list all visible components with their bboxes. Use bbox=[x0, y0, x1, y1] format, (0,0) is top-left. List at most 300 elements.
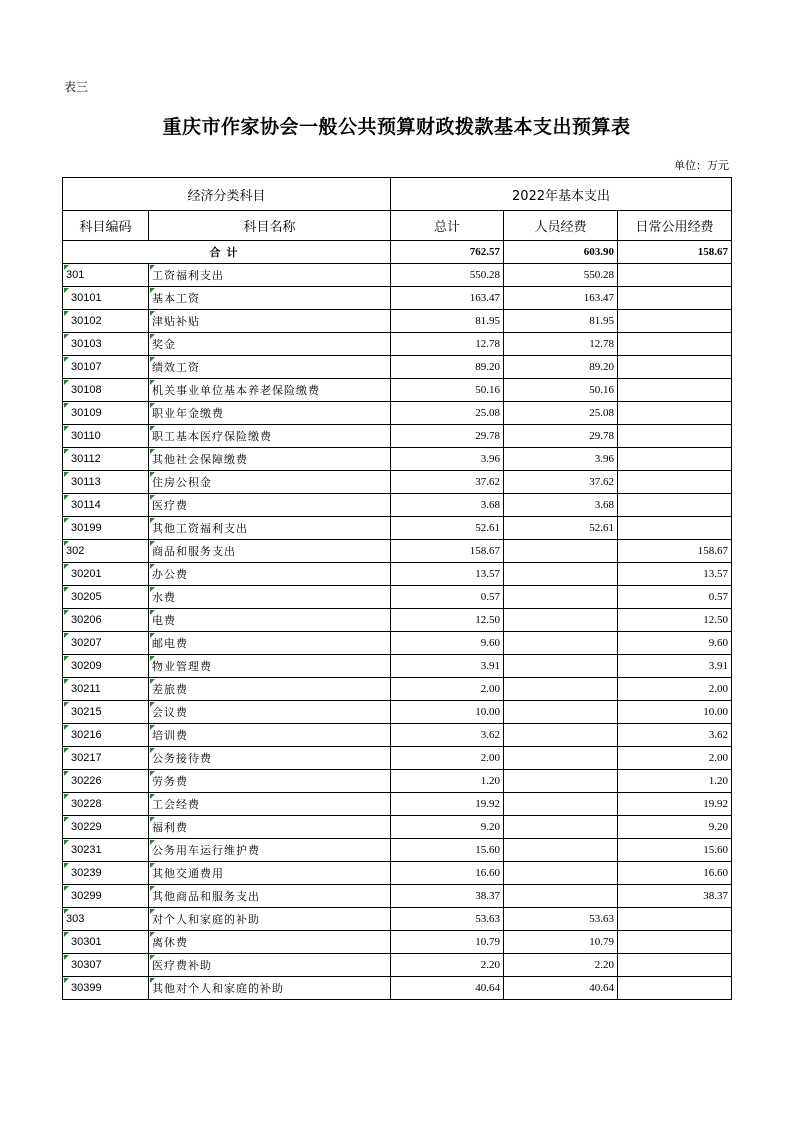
cell-indicator-icon bbox=[150, 541, 155, 546]
row-personnel bbox=[504, 632, 618, 655]
row-total bbox=[391, 425, 504, 448]
table-row bbox=[63, 517, 732, 540]
cell-indicator-icon bbox=[64, 495, 69, 500]
row-code-text: 30299 bbox=[71, 890, 102, 902]
row-code-text: 30114 bbox=[71, 499, 101, 511]
row-public bbox=[618, 471, 732, 494]
row-name bbox=[149, 793, 391, 816]
row-public bbox=[618, 356, 732, 379]
row-public bbox=[618, 701, 732, 724]
row-public bbox=[618, 402, 732, 425]
row-code-text: 30207 bbox=[71, 637, 102, 649]
row-personnel-text: 25.08 bbox=[589, 407, 615, 419]
row-total bbox=[391, 402, 504, 425]
cell-indicator-icon bbox=[150, 334, 155, 339]
cell-indicator-icon bbox=[150, 564, 155, 569]
table-row bbox=[63, 885, 732, 908]
row-name-text: 职业年金缴费 bbox=[152, 407, 224, 420]
row-total-text: 158.67 bbox=[469, 545, 501, 557]
row-code bbox=[63, 471, 149, 494]
cell-indicator-icon bbox=[150, 656, 155, 661]
row-total bbox=[391, 287, 504, 310]
row-personnel-text: 10.79 bbox=[589, 936, 615, 948]
row-total bbox=[391, 586, 504, 609]
row-name bbox=[149, 356, 391, 379]
table-row bbox=[63, 747, 732, 770]
row-public-text: 158.67 bbox=[697, 545, 729, 557]
row-total bbox=[391, 264, 504, 287]
cell-indicator-icon bbox=[150, 587, 155, 592]
row-code bbox=[63, 609, 149, 632]
row-code-text: 30239 bbox=[71, 867, 102, 879]
column-header-code: 科目编码 bbox=[63, 211, 149, 241]
row-total-text: 550.28 bbox=[469, 269, 501, 281]
row-name bbox=[149, 977, 391, 1000]
cell-indicator-icon bbox=[150, 771, 155, 776]
row-total-text: 3.91 bbox=[480, 660, 501, 672]
row-total-text: 50.16 bbox=[475, 384, 501, 396]
row-total bbox=[391, 862, 504, 885]
row-code bbox=[63, 793, 149, 816]
row-name-text: 离休费 bbox=[152, 936, 188, 949]
table-number-tag: 表三 bbox=[64, 80, 89, 94]
row-personnel-text: 29.78 bbox=[589, 430, 615, 442]
row-public bbox=[618, 632, 732, 655]
row-code bbox=[63, 724, 149, 747]
cell-indicator-icon bbox=[64, 541, 69, 546]
cell-indicator-icon bbox=[64, 794, 69, 799]
cell-indicator-icon bbox=[150, 725, 155, 730]
row-total bbox=[391, 655, 504, 678]
row-total-text: 89.20 bbox=[475, 361, 501, 373]
row-personnel-text: 52.61 bbox=[589, 522, 615, 534]
row-code bbox=[63, 494, 149, 517]
row-total-text: 9.60 bbox=[480, 637, 501, 649]
row-total bbox=[391, 540, 504, 563]
row-name bbox=[149, 264, 391, 287]
row-personnel bbox=[504, 586, 618, 609]
total-row bbox=[63, 241, 732, 264]
row-personnel bbox=[504, 333, 618, 356]
cell-indicator-icon bbox=[150, 403, 155, 408]
row-total bbox=[391, 678, 504, 701]
row-public bbox=[618, 862, 732, 885]
table-row bbox=[63, 954, 732, 977]
row-name-text: 劳务费 bbox=[152, 775, 188, 788]
row-total bbox=[391, 839, 504, 862]
row-personnel-text: 550.28 bbox=[583, 269, 615, 281]
row-code-text: 301 bbox=[66, 269, 85, 281]
row-personnel bbox=[504, 931, 618, 954]
row-total-text: 1.20 bbox=[480, 775, 501, 787]
row-code bbox=[63, 770, 149, 793]
row-personnel bbox=[504, 701, 618, 724]
row-name bbox=[149, 839, 391, 862]
row-code bbox=[63, 310, 149, 333]
row-total-text: 12.78 bbox=[475, 338, 501, 350]
row-total-text: 3.62 bbox=[480, 729, 501, 741]
row-name-text: 工资福利支出 bbox=[152, 269, 224, 282]
budget-table bbox=[62, 177, 732, 1000]
row-total bbox=[391, 793, 504, 816]
row-total-text: 2.00 bbox=[480, 752, 501, 764]
row-public bbox=[618, 264, 732, 287]
row-name bbox=[149, 425, 391, 448]
cell-indicator-icon bbox=[64, 932, 69, 937]
row-code-text: 30110 bbox=[71, 430, 101, 442]
row-name bbox=[149, 862, 391, 885]
row-personnel bbox=[504, 770, 618, 793]
cell-indicator-icon bbox=[150, 495, 155, 500]
row-public-text: 38.37 bbox=[703, 890, 729, 902]
row-code-text: 30199 bbox=[71, 522, 102, 534]
row-total bbox=[391, 954, 504, 977]
row-code bbox=[63, 425, 149, 448]
cell-indicator-icon bbox=[64, 610, 69, 615]
row-name-text: 邮电费 bbox=[152, 637, 188, 650]
table-row bbox=[63, 816, 732, 839]
row-public-text: 9.60 bbox=[708, 637, 729, 649]
row-name-text: 基本工资 bbox=[152, 292, 200, 305]
table-row bbox=[63, 402, 732, 425]
header-economic-classification: 经济分类科目 bbox=[63, 178, 391, 211]
column-header-name: 科目名称 bbox=[149, 211, 391, 241]
row-name bbox=[149, 816, 391, 839]
row-code bbox=[63, 908, 149, 931]
cell-indicator-icon bbox=[64, 380, 69, 385]
column-header-public: 日常公用经费 bbox=[618, 211, 732, 241]
cell-indicator-icon bbox=[64, 518, 69, 523]
row-total bbox=[391, 494, 504, 517]
row-name-text: 医疗费补助 bbox=[152, 959, 212, 972]
row-total bbox=[391, 609, 504, 632]
cell-indicator-icon bbox=[64, 771, 69, 776]
row-code bbox=[63, 333, 149, 356]
table-row bbox=[63, 356, 732, 379]
cell-indicator-icon bbox=[64, 426, 69, 431]
row-code-text: 30228 bbox=[71, 798, 102, 810]
row-public bbox=[618, 908, 732, 931]
cell-indicator-icon bbox=[64, 886, 69, 891]
cell-indicator-icon bbox=[64, 357, 69, 362]
cell-indicator-icon bbox=[64, 909, 69, 914]
row-code-text: 30205 bbox=[71, 591, 102, 603]
cell-indicator-icon bbox=[150, 679, 155, 684]
table-row bbox=[63, 931, 732, 954]
row-code bbox=[63, 701, 149, 724]
row-code bbox=[63, 379, 149, 402]
cell-indicator-icon bbox=[150, 288, 155, 293]
row-code-text: 30217 bbox=[71, 752, 102, 764]
table-row bbox=[63, 839, 732, 862]
row-name bbox=[149, 908, 391, 931]
cell-indicator-icon bbox=[150, 380, 155, 385]
row-public bbox=[618, 816, 732, 839]
row-code-text: 30307 bbox=[71, 959, 102, 971]
row-personnel bbox=[504, 609, 618, 632]
row-code-text: 30209 bbox=[71, 660, 102, 672]
row-code-text: 302 bbox=[66, 545, 85, 557]
row-code bbox=[63, 931, 149, 954]
row-name-text: 津贴补贴 bbox=[152, 315, 200, 328]
cell-indicator-icon bbox=[150, 817, 155, 822]
row-public bbox=[618, 793, 732, 816]
row-personnel bbox=[504, 885, 618, 908]
row-name-text: 机关事业单位基本养老保险缴费 bbox=[152, 384, 320, 397]
row-total bbox=[391, 333, 504, 356]
cell-indicator-icon bbox=[64, 725, 69, 730]
total-sum: 762.57 bbox=[391, 241, 504, 264]
row-public-text: 10.00 bbox=[703, 706, 729, 718]
row-name bbox=[149, 678, 391, 701]
cell-indicator-icon bbox=[150, 633, 155, 638]
table-row bbox=[63, 264, 732, 287]
row-name bbox=[149, 632, 391, 655]
row-code bbox=[63, 448, 149, 471]
row-public bbox=[618, 724, 732, 747]
row-total bbox=[391, 724, 504, 747]
cell-indicator-icon bbox=[64, 265, 69, 270]
table-row bbox=[63, 632, 732, 655]
row-code-text: 30107 bbox=[71, 361, 102, 373]
header-row-columns bbox=[63, 211, 732, 241]
cell-indicator-icon bbox=[150, 610, 155, 615]
table-row bbox=[63, 287, 732, 310]
row-public bbox=[618, 931, 732, 954]
row-public bbox=[618, 885, 732, 908]
row-code bbox=[63, 632, 149, 655]
row-total-text: 16.60 bbox=[475, 867, 501, 879]
row-personnel bbox=[504, 908, 618, 931]
row-public bbox=[618, 379, 732, 402]
row-public bbox=[618, 655, 732, 678]
row-code-text: 30103 bbox=[71, 338, 102, 350]
row-code-text: 30109 bbox=[71, 407, 102, 419]
cell-indicator-icon bbox=[64, 403, 69, 408]
row-personnel bbox=[504, 379, 618, 402]
row-personnel-text: 3.68 bbox=[594, 499, 615, 511]
row-name bbox=[149, 931, 391, 954]
row-name-text: 公务接待费 bbox=[152, 752, 212, 765]
table-row bbox=[63, 425, 732, 448]
table-row bbox=[63, 333, 732, 356]
row-code bbox=[63, 977, 149, 1000]
row-name bbox=[149, 701, 391, 724]
row-name bbox=[149, 379, 391, 402]
row-code-text: 30231 bbox=[71, 844, 102, 856]
row-name bbox=[149, 770, 391, 793]
row-name bbox=[149, 402, 391, 425]
table-row bbox=[63, 471, 732, 494]
row-total-text: 3.68 bbox=[480, 499, 501, 511]
row-code bbox=[63, 954, 149, 977]
row-code bbox=[63, 287, 149, 310]
row-name bbox=[149, 517, 391, 540]
row-name bbox=[149, 586, 391, 609]
row-name-text: 职工基本医疗保险缴费 bbox=[152, 430, 272, 443]
row-name bbox=[149, 609, 391, 632]
row-total-text: 37.62 bbox=[475, 476, 501, 488]
cell-indicator-icon bbox=[150, 840, 155, 845]
row-total-text: 9.20 bbox=[480, 821, 501, 833]
cell-indicator-icon bbox=[150, 518, 155, 523]
row-total bbox=[391, 701, 504, 724]
cell-indicator-icon bbox=[150, 426, 155, 431]
row-name bbox=[149, 310, 391, 333]
row-name bbox=[149, 494, 391, 517]
table-row bbox=[63, 862, 732, 885]
cell-indicator-icon bbox=[150, 357, 155, 362]
row-code bbox=[63, 885, 149, 908]
cell-indicator-icon bbox=[150, 311, 155, 316]
cell-indicator-icon bbox=[150, 932, 155, 937]
row-code-text: 30399 bbox=[71, 982, 102, 994]
row-public-text: 15.60 bbox=[703, 844, 729, 856]
row-personnel-text: 3.96 bbox=[594, 453, 615, 465]
cell-indicator-icon bbox=[64, 334, 69, 339]
row-total bbox=[391, 310, 504, 333]
row-name-text: 其他工资福利支出 bbox=[152, 522, 248, 535]
row-total-text: 19.92 bbox=[475, 798, 501, 810]
row-total bbox=[391, 977, 504, 1000]
cell-indicator-icon bbox=[64, 288, 69, 293]
row-public bbox=[618, 678, 732, 701]
cell-indicator-icon bbox=[150, 265, 155, 270]
cell-indicator-icon bbox=[150, 472, 155, 477]
row-public-text: 2.00 bbox=[708, 752, 729, 764]
row-personnel bbox=[504, 793, 618, 816]
row-code-text: 30112 bbox=[71, 453, 101, 465]
row-name bbox=[149, 655, 391, 678]
row-name bbox=[149, 471, 391, 494]
row-public bbox=[618, 839, 732, 862]
table-row bbox=[63, 586, 732, 609]
row-total-text: 163.47 bbox=[469, 292, 501, 304]
row-public bbox=[618, 540, 732, 563]
row-public-text: 16.60 bbox=[703, 867, 729, 879]
unit-label: 单位：万元 bbox=[674, 159, 729, 172]
row-name-text: 公务用车运行维护费 bbox=[152, 844, 260, 857]
cell-indicator-icon bbox=[64, 748, 69, 753]
row-personnel bbox=[504, 977, 618, 1000]
cell-indicator-icon bbox=[64, 702, 69, 707]
row-name bbox=[149, 287, 391, 310]
row-code-text: 303 bbox=[66, 913, 85, 925]
row-total bbox=[391, 517, 504, 540]
cell-indicator-icon bbox=[64, 656, 69, 661]
row-personnel bbox=[504, 356, 618, 379]
row-code bbox=[63, 264, 149, 287]
row-name-text: 会议费 bbox=[152, 706, 188, 719]
row-code bbox=[63, 862, 149, 885]
table-row bbox=[63, 793, 732, 816]
row-total bbox=[391, 379, 504, 402]
row-code-text: 30301 bbox=[71, 936, 102, 948]
row-public-text: 13.57 bbox=[703, 568, 729, 580]
total-label: 合计 bbox=[63, 241, 391, 264]
table-row bbox=[63, 678, 732, 701]
table-row bbox=[63, 977, 732, 1000]
row-personnel bbox=[504, 448, 618, 471]
row-public bbox=[618, 586, 732, 609]
row-personnel-text: 89.20 bbox=[589, 361, 615, 373]
cell-indicator-icon bbox=[150, 955, 155, 960]
row-name bbox=[149, 540, 391, 563]
row-code-text: 30206 bbox=[71, 614, 102, 626]
row-public bbox=[618, 563, 732, 586]
cell-indicator-icon bbox=[64, 978, 69, 983]
row-total bbox=[391, 908, 504, 931]
row-name-text: 奖金 bbox=[152, 338, 176, 351]
row-personnel-text: 53.63 bbox=[589, 913, 615, 925]
row-personnel-text: 40.64 bbox=[589, 982, 615, 994]
row-personnel bbox=[504, 724, 618, 747]
row-personnel-text: 2.20 bbox=[594, 959, 615, 971]
table-row bbox=[63, 609, 732, 632]
row-public bbox=[618, 609, 732, 632]
row-code-text: 30211 bbox=[71, 683, 101, 695]
row-public bbox=[618, 517, 732, 540]
row-code-text: 30216 bbox=[71, 729, 102, 741]
row-personnel bbox=[504, 471, 618, 494]
row-name bbox=[149, 954, 391, 977]
column-header-total: 总计 bbox=[391, 211, 504, 241]
row-name-text: 差旅费 bbox=[152, 683, 188, 696]
page-title: 重庆市作家协会一般公共预算财政拨款基本支出预算表 bbox=[162, 116, 631, 138]
table-row bbox=[63, 494, 732, 517]
row-name bbox=[149, 448, 391, 471]
row-name-text: 其他商品和服务支出 bbox=[152, 890, 260, 903]
row-personnel bbox=[504, 747, 618, 770]
table-row bbox=[63, 724, 732, 747]
row-name-text: 培训费 bbox=[152, 729, 188, 742]
row-code bbox=[63, 540, 149, 563]
row-public bbox=[618, 425, 732, 448]
cell-indicator-icon bbox=[150, 794, 155, 799]
table-row bbox=[63, 701, 732, 724]
row-personnel bbox=[504, 816, 618, 839]
row-name-text: 对个人和家庭的补助 bbox=[152, 913, 260, 926]
row-personnel bbox=[504, 540, 618, 563]
row-personnel bbox=[504, 678, 618, 701]
row-total bbox=[391, 885, 504, 908]
row-total bbox=[391, 448, 504, 471]
row-code-text: 30101 bbox=[71, 292, 102, 304]
total-personnel: 603.90 bbox=[504, 241, 618, 264]
row-public-text: 1.20 bbox=[708, 775, 729, 787]
row-name-text: 商品和服务支出 bbox=[152, 545, 236, 558]
row-public-text: 9.20 bbox=[708, 821, 729, 833]
cell-indicator-icon bbox=[150, 886, 155, 891]
row-code-text: 30229 bbox=[71, 821, 102, 833]
row-code bbox=[63, 655, 149, 678]
table-row bbox=[63, 379, 732, 402]
row-name bbox=[149, 724, 391, 747]
row-personnel bbox=[504, 563, 618, 586]
row-code bbox=[63, 816, 149, 839]
cell-indicator-icon bbox=[64, 817, 69, 822]
row-personnel bbox=[504, 494, 618, 517]
row-total-text: 12.50 bbox=[475, 614, 501, 626]
row-total-text: 13.57 bbox=[475, 568, 501, 580]
row-total bbox=[391, 931, 504, 954]
row-public bbox=[618, 448, 732, 471]
row-total-text: 52.61 bbox=[475, 522, 501, 534]
cell-indicator-icon bbox=[64, 472, 69, 477]
row-code bbox=[63, 402, 149, 425]
row-public bbox=[618, 287, 732, 310]
row-total-text: 29.78 bbox=[475, 430, 501, 442]
